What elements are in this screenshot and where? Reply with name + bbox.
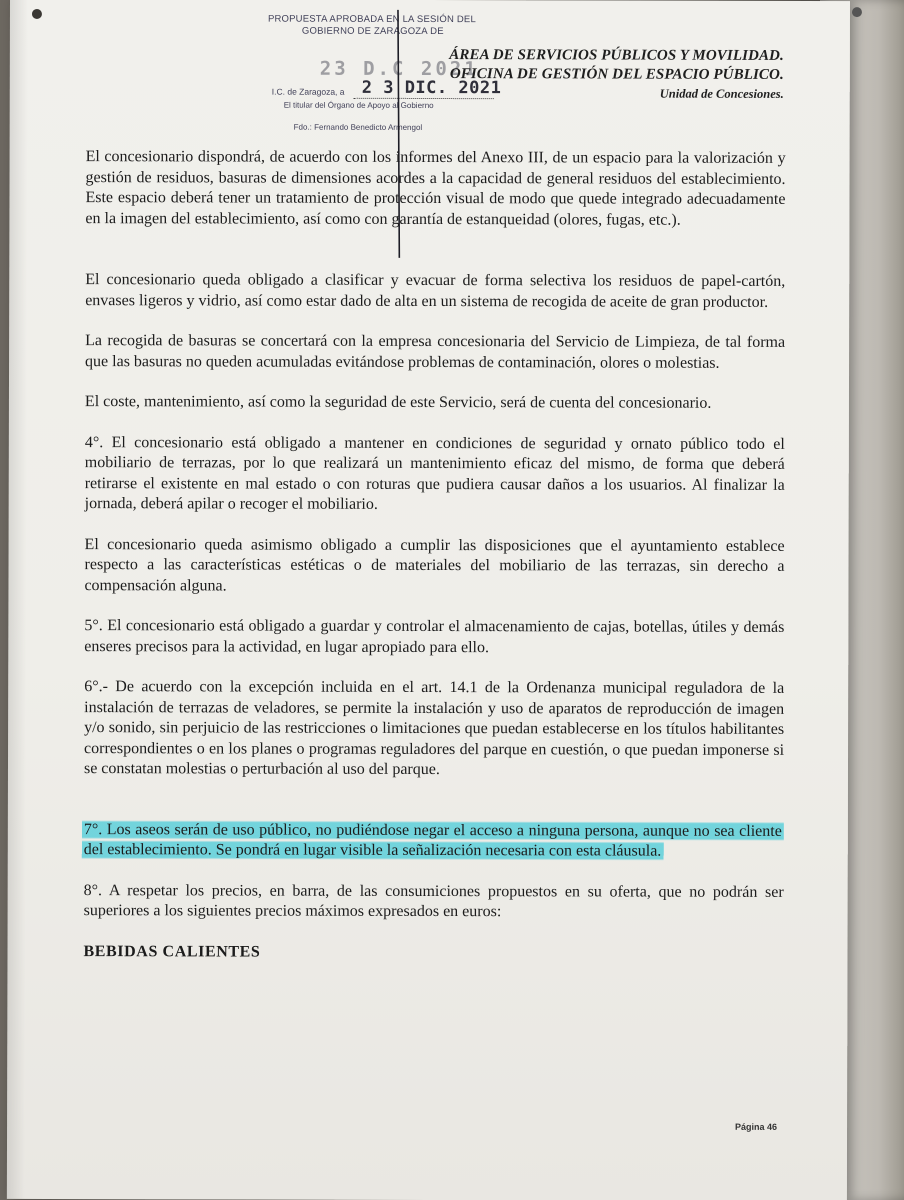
paragraph-clause-4: 4°. El concesionario está obligado a mantener en condiciones de seguridad y ornato público todo el mobiliario de terrazas, por lo que realizará un mantenimiento eficaz del mismo, de forma que deberá retirarse el existente en mal estado o con roturas que pudiera causar daños a los usuarios. Al finalizar la jornada, deberá apilar o recoger el mobiliario. (84, 433, 785, 513)
header-unidad: Unidad de Concesiones. (659, 86, 784, 101)
paragraph-clause-8: 8°. A respetar los precios, en barra, de las consumiciones propuestos en su oferta, que no podrán ser superiores a los siguientes precios máximos expresados en euros: (83, 881, 784, 921)
header-area: ÁREA DE SERVICIOS PÚBLICOS Y MOVILIDAD. (449, 47, 784, 64)
document-body (83, 147, 785, 964)
document-header (422, 46, 784, 103)
stamp-place: I.C. de Zaragoza, a (271, 86, 345, 97)
stamp-date: 2 3 DIC. 2021 (361, 77, 502, 99)
stamp-date-faint: 23 D.C 2021 (319, 57, 479, 81)
page-shadow (7, 0, 28, 1199)
punch-hole-icon (852, 7, 862, 17)
paragraph-recogida: La recogida de basuras se concertará con la empresa concesionaria del Servicio de Limpieza, de tal forma que las basuras no queden acumuladas evitándose problemas de contaminación, olores o molestias. (85, 332, 786, 372)
paragraph-clause-5: 5°. El concesionario está obligado a guardar y controlar el almacenamiento de cajas, botellas, útiles y demás enseres precisos para la actividad, en lugar apropiado para ello. (84, 617, 785, 656)
section-heading: BEBIDAS CALIENTES (83, 942, 261, 961)
stamp-line2: GOBIERNO DE ZARAGOZA DE (301, 25, 444, 38)
paragraph-clasificar: El concesionario queda obligado a clasificar y evacuar de forma selectiva los residuos de papel-cartón, envases ligeros y vidrio, así como estar dado de alta en un sistema de recogida de aceite de gran productor. (85, 271, 786, 311)
punch-hole-icon (32, 9, 42, 19)
stamp-line1: PROPUESTA APROBADA EN LA SESIÓN DEL (267, 13, 476, 26)
paragraph-residuos: El concesionario dispondrá, de acuerdo con los informes del Anexo III, de un espacio para la valorización y gestión de residuos, basuras de dimensiones acordes a la capacidad de general residuos del establecimiento. Este espacio deberá tener un tratamiento de protección visual de modo que quede integrado adecuadamente en la imagen del establecimiento, así como con garantía de estanqueidad (olores, fugas, etc.). (85, 148, 786, 229)
stamp-signer: Fdo.: Fernando Benedicto Armengol (293, 122, 423, 132)
paragraph-clause-7 (84, 820, 784, 863)
page-number: Página 46 (735, 1121, 778, 1132)
highlighted-text: 7°. Los aseos serán de uso público, no pudiéndose negar el acceso a ninguna persona, aunque no sea cliente del establecimiento. Se pondrá en lugar visible la señalización necesaria con esta cláusula. (82, 820, 784, 861)
stamp-titular: El titular del Órgano de Apoyo al Gobierno (283, 100, 434, 111)
header-oficina: OFICINA DE GESTIÓN DEL ESPACIO PÚBLICO. (449, 66, 784, 83)
paragraph-disposiciones: El concesionario queda asimismo obligado a cumplir las disposiciones que el ayuntamiento establece respecto a las características estéticas o de materiales del mobiliario de las terrazas, sin derecho a compensación alguna. (84, 535, 785, 594)
paragraph-clause-6: 6°.- De acuerdo con la excepción incluida en el art. 14.1 de la Ordenanza municipal reguladora de la instalación de terrazas de veladores, se permite la instalación y uso de aparatos de reproducción de imagen y/o sonido, sin perjuicio de las restricciones o limitaciones que puedan establecerse en los títulos habilitantes correspondientes o en los planes o programas reguladores del parque en cuestión, o que puedan imponerse si se constatan molestias o perturbación al uso del parque. (83, 678, 785, 779)
paragraph-coste: El coste, mantenimiento, así como la seguridad de este Servicio, será de cuenta del concesionario. (84, 393, 712, 412)
document-page (7, 0, 850, 1200)
